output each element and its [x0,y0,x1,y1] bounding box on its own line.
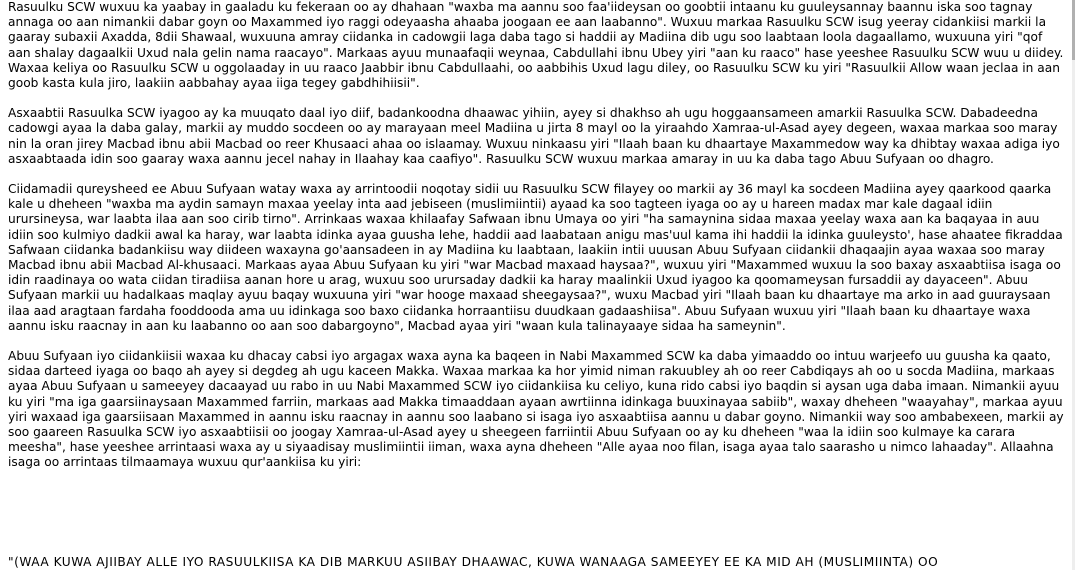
article-body [8,0,1064,486]
article-paragraph: Asxaabtii Rasuulka SCW iyagoo ay ka muuqato daal iyo diif, badankoodna dhaawac yihiin, ayey si dhakhso ah ugu hoggaansameen amarkii Rasuulka SCW. Dabadeedna cadowgi ayaa la daba galay, markii ay muddo socdeen oo ay marayaan meel Madiina u jirta 8 mayl oo la yiraahdo Xamraa-ul-Asad ayey degeen, waxaa markaa soo maray nin la oran jirey Macbad ibnu abii Macbad oo reer Khusaaci ahaa oo islaamay. Wuxuu ninkaasu yiri "Ilaah baan ku dhaartaye Maxammedow way ka dhibtay waxaa adiga iyo asxaabtaada idin soo gaaray waxa aannu jecel nahay in Ilaahay kaa caafiyo". Rasuulku SCW wuxuu markaa amaray in uu ka daba tago Abuu Sufyaan oo dhagro. [8,106,1060,166]
truncated-quote-line: "(WAA KUWA AJIIBAY ALLE IYO RASUULKIISA KA DIB MARKUU ASIIBAY DHAAWAC, KUWA WANAAGA SAMEEYEY EE KA MID AH (MUSLIMIINTA) OO [8,555,939,569]
article-paragraph: Abuu Sufyaan iyo ciidankiisii waxaa ku dhacay cabsi iyo argagax waxa ayna ka baqeen in Nabi Maxammed SCW ka daba yimaaddo oo intuu warjeefo uu guusha ka qaato, sidaa darteed iyaga oo baqo ah ayey si degdeg ah ugu kaceen Makka. Waxaa markaa ka hor yimid niman rakuubley ah oo reer Cabdiqays ah oo u socda Madiina, markaas ayaa Abuu Sufyaan u sameeyey dacaayad uu rabo in uu Nabi Maxammed SCW iyo ciidankiisa ku celiyo, kuna rido cabsi iyo baqdin si aysan uga daba imaan. Nimankii ayuu ku yiri "ma iga gaarsiinaysaan Maxammed farriin, markaas aad Makka timaaddaan ayaan awrtiinna idinkaga buuxinayaa sabiib", waxay dheheen "waayahay", markaa ayuu yiri waxaad iga gaarsiisaan Maxammed in aannu isku raacnay in aannu soo laabano si isaga iyo asxaabtiisa aannu u dabar goyno. Nimankii way soo ambabexeen, markii ay soo gaareen Rasuulka SCW iyo asxaabtiisii oo joogay Xamraa-ul-Asad ayey u sheegeen farriintii Abuu Sufyaan oo ay ku dheheen "waa la idiin soo kulmaye ka carara meesha", hase yeeshee arrintaasi waxa ay u siyaadisay muslimiintii iiman, waxa ayna dheheen "Alle ayaa noo filan, isaga ayaa talo saarasho u nimco lahaaday". Allaahna isaga oo arrintaas tilmaamaya wuxuu qur'aankiisa ku yiri: [8,349,1064,470]
article-paragraph: Ciidamadii qureysheed ee Abuu Sufyaan watay waxa ay arrintoodii noqotay sidii uu Rasuulku SCW filayey oo markii ay 36 mayl ka socdeen Madiina ayey qaarkood qaarka kale u dheheen "waxba ma aydin samayn maxaa yeelay inta aad jebiseen (muslimiintii) ayaad ka soo tagteen iyaga oo ay u hareen madax mar kale dagaal idiin urursineysa, war laabta ilaa aan soo cirib tirno". Arrinkaas waxaa khilaafay Safwaan ibnu Umaya oo yiri "ha samaynina sidaa maxaa yeelay waxa aan ka baqayaa in auu idiin soo kulmiyo dadkii awal ka haray, war laabta idinka ayaa guusha lehe, haddii aad laabataan anigu mas'uul kama ihi haddii la idinka guuleysto', hase ahaatee fikraddaa Safwaan ciidanka badankiisu way diideen waxayna go'aansadeen in ay Madiina ku laabtaan, laakiin intii uuusan Abuu Sufyaan ciidankii dhaqaajin ayaa waxaa soo maray Macbad ibnu abii Macbad Al-khusaaci. Markaas ayaa Abuu Sufyaan ku yiri "war Macbad maxaad haysaa?", wuxuu yiri "Maxammed wuxuu la soo baxay asxaabtiisa isaga oo idin raadinaya oo wata ciidan tiradiisa aanan hore u arag, wuxuu soo urursaday dadkii ka haray maalinkii Uxud iyagoo ka qoomameysan fursaddii ay dayaceen". Abuu Sufyaan markii uu hadalkaas maqlay ayuu baqay wuxuuna yiri "war hooge maxaad sheegaysaa?", wuxu Macbad yiri "Ilaah baan ku dhaartaye ma arko in aad guuraysaan ilaa aad aragtaan fardaha fooddooda ama uu idinkaga soo baxo ciidanka horraantiisu duudkaan gadaashiisa". Abuu Sufyaan wuxuu yiri "Ilaah baan ku dhaartaye waxa aannu isku raacnay in aan ku laabanno oo aan soo dabargoyno", Macbad ayaa yiri "waan kula talinayaaye sidaa ha sameynin". [8,182,1063,333]
article-paragraph: Rasuulku SCW wuxuu ka yaabay in gaaladu ku fekeraan oo ay dhahaan "waxba ma aannu soo faa'iideysan oo goobtii intaanu ku guuleysannay baannu iska soo tagnay annaga oo aan nimankii dabar goyn oo Maxammed iyo raggi odeyaasha ahaaba joogaan ee aan laabanno". Wuxuu markaa Rasuulku SCW isug yeeray cidankiisi markii la gaaray subaxii Axadda, 8dii Shawaal, wuxuuna amray ciidanka in cadowgii laga daba tago si haddii ay Madiina dib ugu soo laabtaan loola dagaallamo, wuxuuna yiri "qof aan shalay dagaalkii Uxud nala gelin nama raacayo". Markaas ayuu munaafaqii weynaa, Cabdullahi ibnu Ubey yiri "aan ku raaco" hase yeeshee Rasuulku SCW wuu u diidey. Waxaa keliya oo Rasuulku SCW u oggolaaday in uu raaco Jaabbir ibnu Cabdullaahi, oo aabbihis Uxud lagu diley, oo Rasuulku SCW ku yiri "Rasuulkii Allow waan jeclaa in aan goob kasta kula jiro, laakiin aabbahay ayaa iiga tegey gabdhihiisii". [8,0,1064,91]
